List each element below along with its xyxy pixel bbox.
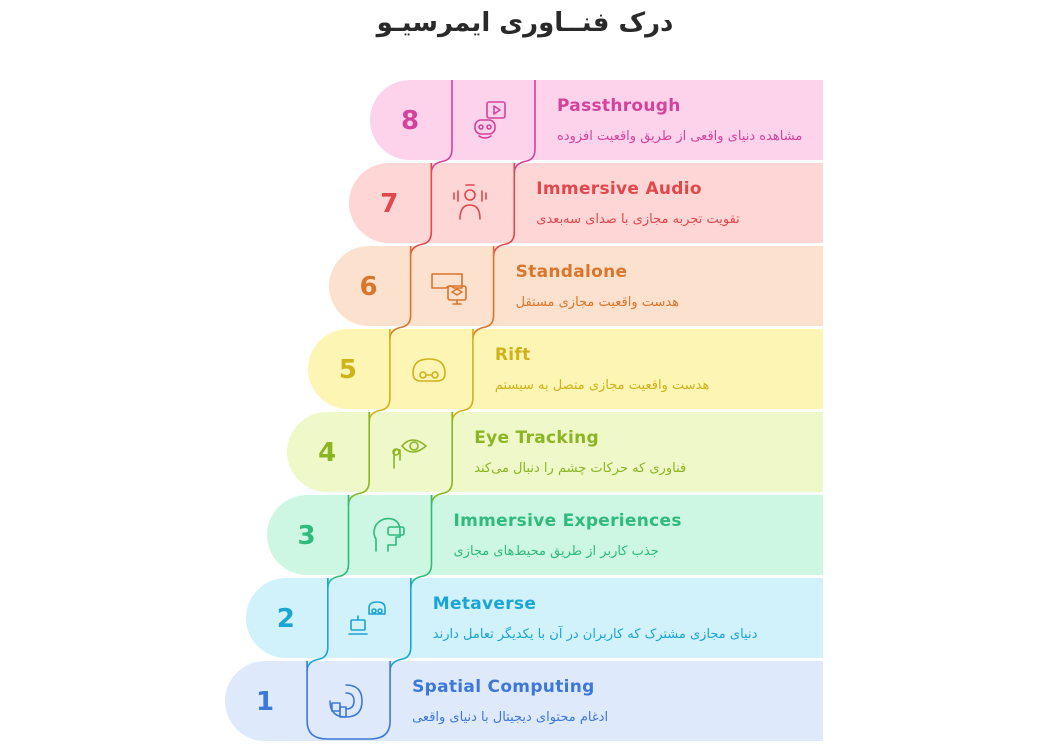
- step-number: 1: [256, 687, 275, 717]
- step-heading: Spatial Computing: [412, 677, 595, 697]
- step-description: هدست واقعیت مجازی مستقل: [515, 295, 680, 310]
- eye-tracking-icon: [384, 428, 432, 476]
- step-band-3: [267, 495, 824, 575]
- step-number: 5: [338, 355, 357, 385]
- step-number: 8: [400, 106, 420, 136]
- step-heading: Immersive Experiences: [453, 511, 682, 531]
- step-band-8: [370, 80, 823, 160]
- step-description: هدست واقعیت مجازی متصل به سیستم: [494, 378, 710, 393]
- step-description: فناوری که حرکات چشم را دنبال می‌کند: [474, 461, 687, 476]
- step-description: ادغام محتوای دیجیتال با دنیای واقعی: [412, 710, 609, 725]
- step-description: مشاهده دنیای واقعی از طریق واقعیت افزوده: [557, 129, 803, 144]
- step-band-4: [287, 412, 823, 492]
- step-heading: Metaverse: [432, 594, 537, 614]
- metaverse-icon: [343, 594, 391, 642]
- step-heading: Eye Tracking: [474, 428, 599, 448]
- step-heading: Rift: [494, 345, 531, 365]
- page-title: درک فنــاوری ایمرسیـو: [376, 8, 674, 38]
- step-heading: Immersive Audio: [536, 179, 702, 199]
- vr-passthrough-icon: [467, 96, 515, 144]
- step-number: 7: [380, 189, 399, 219]
- spatial-computing-icon: [322, 677, 370, 725]
- step-band-6: [329, 246, 823, 326]
- step-band-1: [225, 661, 823, 741]
- step-number: 2: [276, 604, 295, 634]
- step-description: تقویت تجربه مجازی با صدای سه‌بعدی: [536, 212, 740, 227]
- step-description: جذب کاربر از طریق محیط‌های مجازی: [453, 544, 659, 559]
- vr-user-icon: [364, 511, 412, 559]
- spatial-audio-icon: [446, 179, 494, 227]
- standalone-headset-icon: [426, 262, 474, 310]
- step-number: 3: [297, 521, 316, 551]
- step-heading: Passthrough: [557, 96, 681, 116]
- step-number: 4: [318, 438, 337, 468]
- step-heading: Standalone: [515, 262, 628, 282]
- step-band-2: [246, 578, 823, 658]
- step-number: 6: [359, 272, 378, 302]
- vr-goggles-icon: [405, 345, 453, 393]
- step-description: دنیای مجازی مشترک که کاربران در آن با یکدیگر تعامل دارند: [432, 627, 758, 642]
- step-band-5: [308, 329, 823, 409]
- step-band-7: [349, 163, 823, 243]
